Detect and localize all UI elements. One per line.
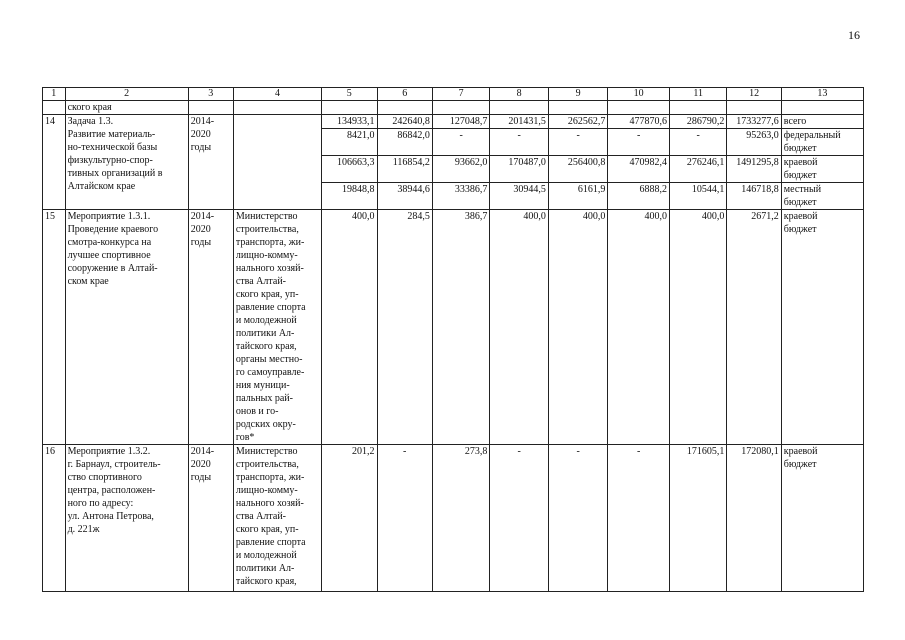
- measure-name-line: ство спортивного: [67, 472, 142, 483]
- executor-line: транспорта, жи-: [235, 472, 305, 483]
- years-line: 2014-: [190, 116, 215, 127]
- executor-line: онов и го-: [235, 406, 279, 417]
- years-line: годы: [190, 142, 212, 153]
- header-cell: 2: [65, 88, 188, 101]
- value-cell: 106663,3: [322, 156, 377, 183]
- years-line: годы: [190, 237, 212, 248]
- table-row-14: [43, 115, 864, 129]
- value-cell: -: [490, 445, 548, 592]
- value-cell: 30944,5: [490, 183, 548, 210]
- executor-line: строительства,: [235, 224, 299, 235]
- header-row: [43, 88, 864, 101]
- value-cell: 171605,1: [669, 445, 726, 592]
- task-name: [65, 115, 188, 210]
- source-line: бюджет: [783, 459, 817, 470]
- row-number: 14: [43, 115, 66, 210]
- executor-line: Министерство: [235, 211, 298, 222]
- value-cell: 116854,2: [377, 156, 432, 183]
- source-cell: [781, 445, 863, 592]
- value-cell: 8421,0: [322, 129, 377, 156]
- value-cell: 470982,4: [608, 156, 670, 183]
- value-cell: 256400,8: [548, 156, 608, 183]
- value-cell: 400,0: [669, 210, 726, 445]
- executor-line: ского края, уп-: [235, 524, 299, 535]
- table-row-15: [43, 210, 864, 445]
- measure-name-line: лучшее спортивное: [67, 250, 151, 261]
- header-cell: 11: [669, 88, 726, 101]
- source-line: краевой: [783, 157, 818, 168]
- executor-line: равление спорта: [235, 537, 306, 548]
- header-cell: 7: [432, 88, 489, 101]
- value-cell: -: [669, 129, 726, 156]
- value-cell: 201,2: [322, 445, 377, 592]
- measure-name-line: смотра-конкурса на: [67, 237, 152, 248]
- source-cell: [781, 156, 863, 183]
- value-cell: 172080,1: [727, 445, 781, 592]
- value-cell: 284,5: [377, 210, 432, 445]
- source-line: краевой: [783, 446, 818, 457]
- measure-name-line: центра, расположен-: [67, 485, 156, 496]
- executor-line: тайского края,: [235, 341, 297, 352]
- row-number: 16: [43, 445, 66, 592]
- measure-name: [65, 445, 188, 592]
- value-cell: 6161,9: [548, 183, 608, 210]
- value-cell: 386,7: [432, 210, 489, 445]
- source-cell: [781, 210, 863, 445]
- task-name-line: Задача 1.3.: [67, 116, 114, 127]
- task-name-line: тивных организаций в: [67, 168, 163, 179]
- header-cell: 1: [43, 88, 66, 101]
- value-cell: 276246,1: [669, 156, 726, 183]
- value-cell: 19848,8: [322, 183, 377, 210]
- value-cell: 400,0: [608, 210, 670, 445]
- years: [188, 210, 233, 445]
- measure-name-line: Проведение краевого: [67, 224, 159, 235]
- value-cell: -: [608, 129, 670, 156]
- source-cell: [781, 129, 863, 156]
- header-cell: 3: [188, 88, 233, 101]
- years-line: 2014-: [190, 446, 215, 457]
- value-cell: 1733277,6: [727, 115, 781, 129]
- value-cell: -: [608, 445, 670, 592]
- value-cell: 400,0: [490, 210, 548, 445]
- task-name-line: но-технической базы: [67, 142, 158, 153]
- years-line: 2020: [190, 224, 211, 235]
- measure-name-line: Мероприятие 1.3.2.: [67, 446, 151, 457]
- value-cell: -: [490, 129, 548, 156]
- executor-line: нального хозяй-: [235, 263, 304, 274]
- years: [188, 445, 233, 592]
- years-line: 2020: [190, 459, 211, 470]
- header-cell: 5: [322, 88, 377, 101]
- header-cell: 4: [233, 88, 321, 101]
- executor-line: ского края, уп-: [235, 289, 299, 300]
- value-cell: 127048,7: [432, 115, 489, 129]
- value-cell: 201431,5: [490, 115, 548, 129]
- value-cell: 400,0: [322, 210, 377, 445]
- measure-name: [65, 210, 188, 445]
- header-cell: 13: [781, 88, 863, 101]
- value-cell: 2671,2: [727, 210, 781, 445]
- budget-table: [42, 87, 864, 592]
- executor-line: органы местно-: [235, 354, 303, 365]
- years-line: годы: [190, 472, 212, 483]
- continuation-text: ского края: [65, 101, 188, 115]
- measure-name-line: Мероприятие 1.3.1.: [67, 211, 151, 222]
- header-cell: 6: [377, 88, 432, 101]
- executor-line: политики Ал-: [235, 563, 295, 574]
- value-cell: 95263,0: [727, 129, 781, 156]
- measure-name-line: ул. Антона Петрова,: [67, 511, 154, 522]
- page-number: 16: [848, 28, 860, 42]
- executor-line: нального хозяй-: [235, 498, 304, 509]
- value-cell: 146718,8: [727, 183, 781, 210]
- table-row-16: [43, 445, 864, 592]
- row-number: 15: [43, 210, 66, 445]
- measure-name-line: ного по адресу:: [67, 498, 134, 509]
- executor-line: ства Алтай-: [235, 511, 287, 522]
- measure-name-line: сооружение в Алтай-: [67, 263, 158, 274]
- executor-line: родских окру-: [235, 419, 296, 430]
- value-cell: 286790,2: [669, 115, 726, 129]
- executor-line: транспорта, жи-: [235, 237, 305, 248]
- value-cell: 134933,1: [322, 115, 377, 129]
- task-name-line: Алтайском крае: [67, 181, 136, 192]
- value-cell: 10544,1: [669, 183, 726, 210]
- executor-line: пальных рай-: [235, 393, 293, 404]
- executor-line: Министерство: [235, 446, 298, 457]
- source-line: бюджет: [783, 170, 817, 181]
- executor-line: лищно-комму-: [235, 250, 298, 261]
- executor-line: лищно-комму-: [235, 485, 298, 496]
- value-cell: 273,8: [432, 445, 489, 592]
- source-line: бюджет: [783, 224, 817, 235]
- task-name-line: Развитие материаль-: [67, 129, 156, 140]
- value-cell: 242640,8: [377, 115, 432, 129]
- value-cell: 6888,2: [608, 183, 670, 210]
- measure-name-line: г. Барнаул, строитель-: [67, 459, 161, 470]
- executor-line: ния муници-: [235, 380, 290, 391]
- executor-line: гов*: [235, 432, 255, 443]
- source-line: бюджет: [783, 197, 817, 208]
- header-cell: 9: [548, 88, 608, 101]
- measure-name-line: д. 221ж: [67, 524, 100, 535]
- value-cell: 33386,7: [432, 183, 489, 210]
- value-cell: 262562,7: [548, 115, 608, 129]
- value-cell: 38944,6: [377, 183, 432, 210]
- source-cell: [781, 183, 863, 210]
- value-cell: 93662,0: [432, 156, 489, 183]
- source-line: всего: [783, 116, 807, 127]
- executor-line: го самоуправле-: [235, 367, 305, 378]
- source-line: местный: [783, 184, 822, 195]
- executor-line: и молодежной: [235, 550, 297, 561]
- measure-name-line: ском крае: [67, 276, 109, 287]
- continuation-row: [43, 101, 864, 115]
- value-cell: -: [548, 129, 608, 156]
- source-cell: [781, 115, 863, 129]
- years: [188, 115, 233, 210]
- executor-line: ства Алтай-: [235, 276, 287, 287]
- value-cell: -: [432, 129, 489, 156]
- header-cell: 8: [490, 88, 548, 101]
- executor-line: тайского края,: [235, 576, 297, 587]
- value-cell: -: [377, 445, 432, 592]
- executor: [233, 115, 321, 210]
- executor: [233, 445, 321, 592]
- executor-line: равление спорта: [235, 302, 306, 313]
- years-line: 2014-: [190, 211, 215, 222]
- value-cell: -: [548, 445, 608, 592]
- value-cell: 1491295,8: [727, 156, 781, 183]
- source-line: краевой: [783, 211, 818, 222]
- source-line: федеральный: [783, 130, 841, 141]
- source-line: бюджет: [783, 143, 817, 154]
- executor-line: строительства,: [235, 459, 299, 470]
- value-cell: 477870,6: [608, 115, 670, 129]
- value-cell: 400,0: [548, 210, 608, 445]
- years-line: 2020: [190, 129, 211, 140]
- header-cell: 10: [608, 88, 670, 101]
- task-name-line: физкультурно-спор-: [67, 155, 153, 166]
- executor-line: политики Ал-: [235, 328, 295, 339]
- executor-line: и молодежной: [235, 315, 297, 326]
- executor: [233, 210, 321, 445]
- value-cell: 170487,0: [490, 156, 548, 183]
- header-cell: 12: [727, 88, 781, 101]
- value-cell: 86842,0: [377, 129, 432, 156]
